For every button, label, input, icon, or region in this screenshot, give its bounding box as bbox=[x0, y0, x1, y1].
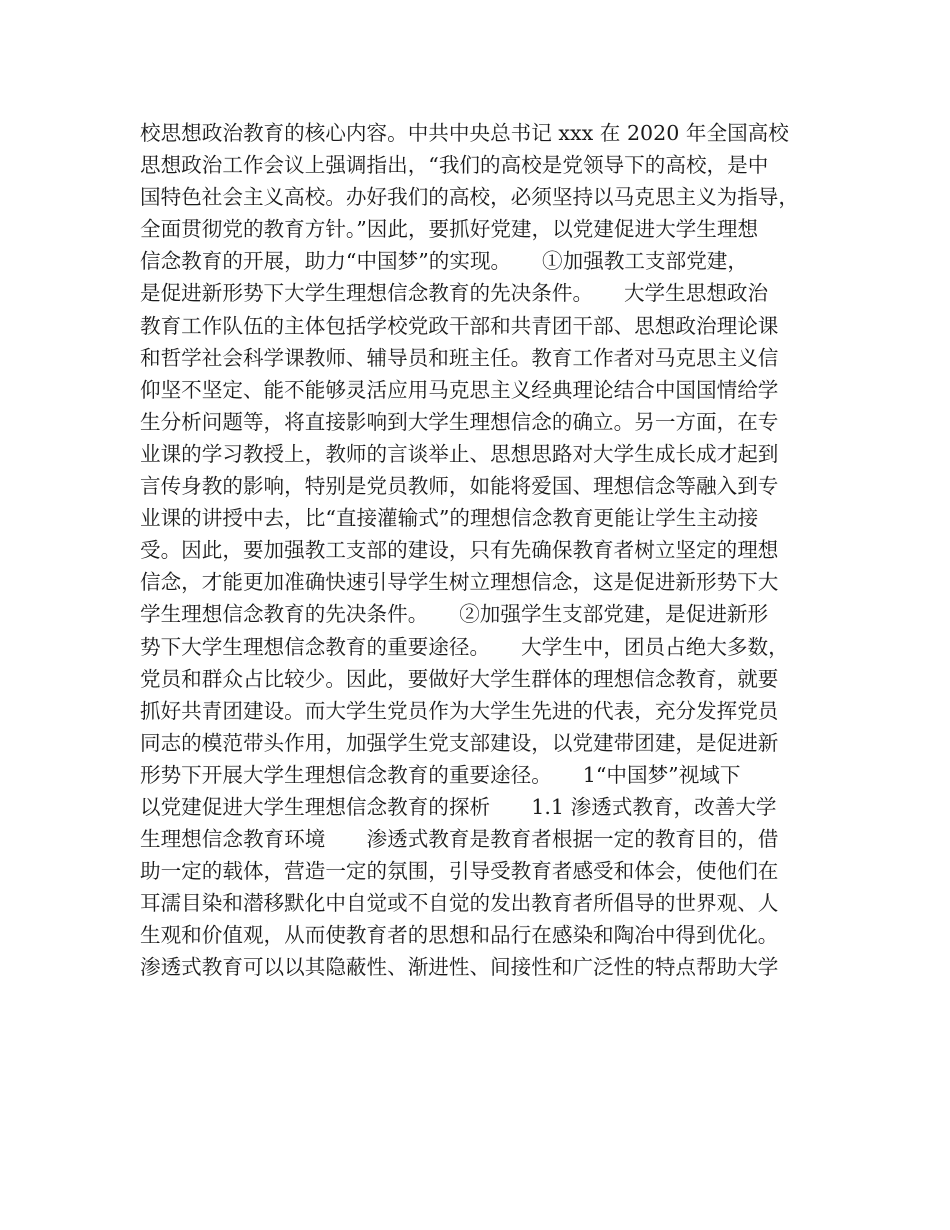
text-line: 校思想政治教育的核心内容。中共中央总书记 xxx 在 2020 年全国高校 bbox=[140, 121, 789, 145]
text-line: 生观和价值观，从而使教育者的思想和品行在感染和陶冶中得到优化。 bbox=[140, 923, 779, 948]
text-line: 生分析问题等，将直接影响到大学生理想信念的确立。另一方面，在专 bbox=[140, 409, 779, 434]
text-line: 势下大学生理想信念教育的重要途径。 大学生中，团员占绝大多数， bbox=[140, 634, 789, 659]
text-line: 国特色社会主义高校。办好我们的高校，必须坚持以马克思主义为指导， bbox=[140, 185, 799, 210]
text-line: 教育工作队伍的主体包括学校党政干部和共青团干部、思想政治理论课 bbox=[140, 313, 779, 338]
text-line: 形势下开展大学生理想信念教育的重要途径。 1“中国梦”视域下 bbox=[140, 762, 741, 787]
text-line: 和哲学社会科学课教师、辅导员和班主任。教育工作者对马克思主义信 bbox=[140, 345, 779, 370]
text-line: 以党建促进大学生理想信念教育的探析 1.1 渗透式教育，改善大学 bbox=[140, 794, 777, 819]
text-line: 是促进新形势下大学生理想信念教育的先决条件。 大学生思想政治 bbox=[140, 281, 769, 306]
text-line: 生理想信念教育环境 渗透式教育是教育者根据一定的教育目的，借 bbox=[140, 827, 779, 852]
text-line: 渗透式教育可以以其隐蔽性、渐进性、间接性和广泛性的特点帮助大学 bbox=[140, 955, 779, 980]
text-line: 同志的模范带头作用，加强学生党支部建设，以党建带团建，是促进新 bbox=[140, 730, 779, 755]
body-text bbox=[140, 117, 840, 984]
text-line: 业课的学习教授上，教师的言谈举止、思想思路对大学生成长成才起到 bbox=[140, 441, 779, 466]
text-line: 信念教育的开展，助力“中国梦”的实现。 ①加强教工支部党建， bbox=[140, 249, 748, 274]
text-line: 助一定的载体，营造一定的氛围，引导受教育者感受和体会，使他们在 bbox=[140, 859, 779, 884]
text-line: 言传身教的影响，特别是党员教师，如能将爱国、理想信念等融入到专 bbox=[140, 474, 779, 499]
text-line: 学生理想信念教育的先决条件。 ②加强学生支部党建，是促进新形 bbox=[140, 602, 769, 627]
text-line: 信念，才能更加准确快速引导学生树立理想信念，这是促进新形势下大 bbox=[140, 570, 779, 595]
text-line: 业课的讲授中去，比“直接灌输式”的理想信念教育更能让学生主动接 bbox=[140, 506, 759, 531]
text-line: 抓好共青团建设。而大学生党员作为大学生先进的代表，充分发挥党员 bbox=[140, 698, 779, 723]
text-line: 仰坚不坚定、能不能够灵活应用马克思主义经典理论结合中国国情给学 bbox=[140, 377, 779, 402]
text-line: 耳濡目染和潜移默化中自觉或不自觉的发出教育者所倡导的世界观、人 bbox=[140, 891, 779, 916]
text-line: 党员和群众占比较少。因此，要做好大学生群体的理想信念教育，就要 bbox=[140, 666, 779, 691]
text-line: 受。因此，要加强教工支部的建设，只有先确保教育者树立坚定的理想 bbox=[140, 538, 779, 563]
text-line: 全面贯彻党的教育方针。”因此，要抓好党建，以党建促进大学生理想 bbox=[140, 217, 759, 242]
text-line: 思想政治工作会议上强调指出，“我们的高校是党领导下的高校，是中 bbox=[140, 153, 769, 178]
